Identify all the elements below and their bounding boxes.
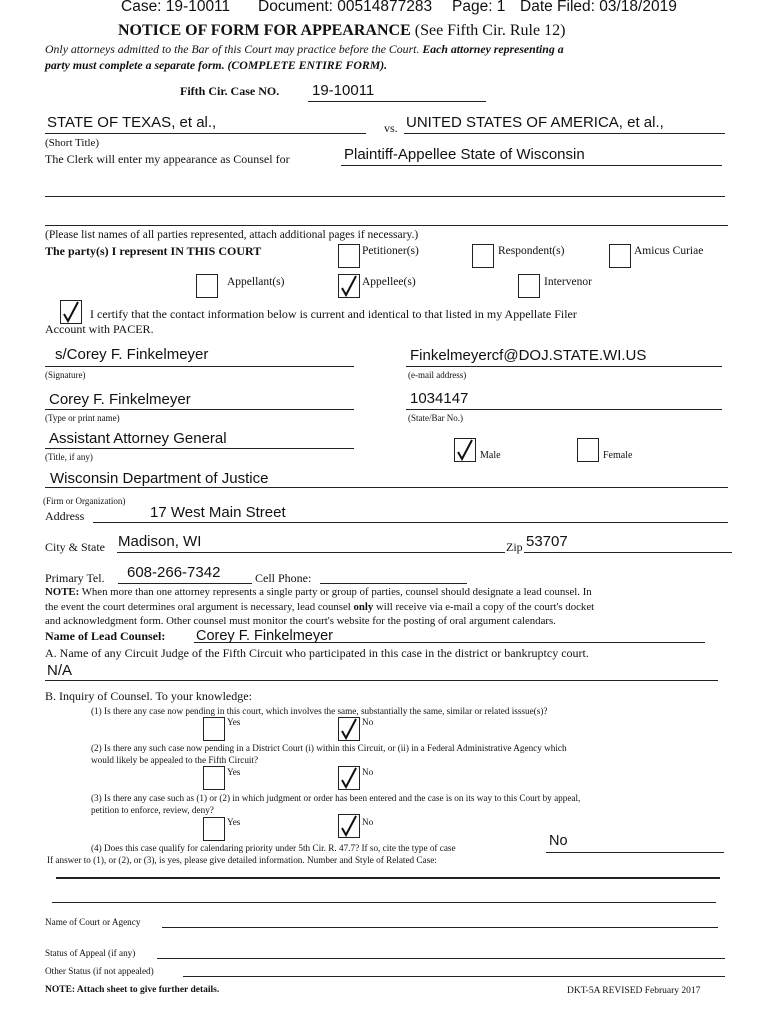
primary-tel-label: Primary Tel.: [45, 571, 105, 585]
q3-yes-checkbox[interactable]: [203, 817, 225, 841]
email-field[interactable]: Finkelmeyercf@DOJ.STATE.WI.US: [410, 347, 647, 364]
intervenor-label: Intervenor: [544, 276, 592, 288]
vs-label: vs.: [384, 121, 398, 135]
attorney-title-underline: [45, 448, 354, 449]
party-role-label: The party(s) I represent IN THIS COURT: [45, 244, 262, 258]
counsel-for-field[interactable]: Plaintiff-Appellee State of Wisconsin: [344, 146, 585, 163]
counsel-for-label: The Clerk will enter my appearance as Counsel for: [45, 152, 290, 166]
q3-no-checkbox[interactable]: [338, 814, 360, 838]
male-checkbox[interactable]: [454, 438, 476, 462]
attorney-title-field[interactable]: Assistant Attorney General: [49, 430, 227, 447]
inquiry-question-2-line2: would likely be appealed to the Fifth Circuit?: [91, 755, 259, 765]
address-underline: [93, 522, 728, 523]
short-title-label: (Short Title): [45, 137, 100, 149]
case-no-field[interactable]: 19-10011: [312, 82, 375, 99]
related-case-line-1[interactable]: [56, 877, 720, 879]
date-filed-header: Date Filed: 03/18/2019: [520, 0, 677, 15]
certify-text-line2: Account with PACER.: [45, 322, 154, 336]
q3-yes-label: Yes: [227, 817, 241, 827]
appellee-label: Appellee(s): [362, 276, 416, 288]
print-name-underline: [45, 409, 354, 410]
subtitle-each-attorney: Each attorney representing a: [419, 42, 564, 56]
parties-extra-line-2[interactable]: [45, 225, 728, 226]
q1-yes-label: Yes: [227, 717, 241, 727]
circuit-judge-field[interactable]: N/A: [47, 662, 73, 679]
firm-underline: [45, 487, 728, 488]
other-status-field[interactable]: [183, 976, 725, 977]
note-only-emphasis: only: [353, 601, 374, 613]
certify-checkbox[interactable]: [60, 300, 82, 324]
zip-field[interactable]: 53707: [526, 533, 568, 550]
q2-yes-checkbox[interactable]: [203, 766, 225, 790]
form-subtitle-line2: party must complete a separate form. (COMPLETE ENTIRE FORM).: [45, 58, 388, 72]
lead-counsel-label: Name of Lead Counsel:: [45, 629, 166, 643]
q1-yes-checkbox[interactable]: [203, 717, 225, 741]
petitioner-label: Petitioner(s): [362, 245, 419, 257]
form-title-main: NOTICE OF FORM FOR APPEARANCE: [118, 22, 411, 39]
bar-number-underline: [406, 409, 722, 410]
lead-counsel-underline: [194, 642, 705, 643]
appellee-side-field[interactable]: UNITED STATES OF AMERICA, et al.,: [406, 114, 664, 131]
city-state-underline: [117, 552, 505, 553]
appellant-checkbox[interactable]: [196, 274, 218, 298]
email-underline: [406, 366, 722, 367]
amicus-curiae-checkbox[interactable]: [609, 244, 631, 268]
form-subtitle-line1: [45, 42, 564, 57]
zip-label: Zip: [506, 540, 523, 554]
short-title-underline: [45, 133, 366, 134]
q3-no-label: No: [362, 817, 374, 827]
checkmark-icon: [62, 301, 80, 323]
respondent-label: Respondent(s): [498, 245, 565, 257]
page-number-header: Page: 1: [452, 0, 506, 15]
address-field[interactable]: 17 West Main Street: [150, 504, 286, 521]
note-text-2a: the event the court determines oral argument is necessary, lead counsel: [45, 601, 354, 613]
cell-phone-label: Cell Phone:: [255, 571, 312, 585]
bar-number-field[interactable]: 1034147: [410, 390, 469, 407]
parties-extra-line-1[interactable]: [45, 196, 725, 197]
female-label: Female: [603, 450, 633, 461]
subtitle-admission: Only attorneys admitted to the Bar of this Court may practice before the Court.: [45, 42, 420, 56]
lead-counsel-note-line3: and acknowledgment form. Other counsel must monitor the court's website for the posting of oral argument calendars.: [45, 615, 556, 627]
signature-underline: [45, 366, 354, 367]
primary-tel-underline: [118, 583, 252, 584]
print-name-field[interactable]: Corey F. Finkelmeyer: [49, 391, 191, 408]
inquiry-question-3-line2: petition to enforce, review, deny?: [91, 805, 214, 815]
appeal-status-field[interactable]: [157, 958, 725, 959]
intervenor-checkbox[interactable]: [518, 274, 540, 298]
address-label: Address: [45, 509, 85, 523]
print-name-label: (Type or print name): [45, 413, 120, 423]
attach-sheet-note: NOTE: Attach sheet to give further details.: [45, 985, 220, 995]
appellant-label: Appellant(s): [227, 276, 285, 288]
cell-phone-field[interactable]: [320, 583, 467, 584]
certify-text-line1: I certify that the contact information below is current and identical to that listed in my Appellate Filer: [90, 307, 577, 321]
related-case-instruction: If answer to (1), or (2), or (3), is yes, please give detailed information. Number and Style of Related Case:: [47, 855, 437, 865]
note-text-1: When more than one attorney represents a single party or group of parties, counsel should designate a lead counsel. In: [79, 586, 592, 598]
amicus-curiae-label: Amicus Curiae: [634, 245, 704, 257]
zip-underline: [524, 552, 732, 553]
lead-counsel-note-line2: [45, 601, 594, 613]
checkmark-icon: [456, 439, 474, 461]
lead-counsel-note-line1: [45, 586, 592, 598]
form-title-rule: (See Fifth Cir. Rule 12): [410, 22, 566, 39]
checkmark-icon: [340, 275, 358, 297]
respondent-checkbox[interactable]: [472, 244, 494, 268]
city-state-field[interactable]: Madison, WI: [118, 533, 202, 550]
document-number-header: Document: 00514877283: [258, 0, 433, 15]
form-revision: DKT-5A REVISED February 2017: [567, 986, 701, 996]
q2-no-label: No: [362, 767, 374, 777]
priority-case-type-underline: [546, 852, 724, 853]
q2-no-checkbox[interactable]: [338, 766, 360, 790]
related-case-line-2[interactable]: [52, 902, 716, 903]
inquiry-question-4: (4) Does this case qualify for calendaring priority under 5th Cir. R. 47.7? If so, cite the type of case: [91, 843, 456, 853]
inquiry-question-2-line1: (2) Is there any such case now pending in a District Court (i) within this Circuit, or (ii) in a Federal Administrative Agency which: [91, 743, 567, 753]
appellee-side-underline: [404, 133, 725, 134]
lead-counsel-field[interactable]: Corey F. Finkelmeyer: [196, 628, 333, 644]
priority-case-type-field[interactable]: No: [549, 833, 568, 849]
male-label: Male: [480, 450, 501, 461]
court-agency-field[interactable]: [162, 927, 718, 928]
other-status-label: Other Status (if not appealed): [45, 966, 154, 976]
q2-yes-label: Yes: [227, 767, 241, 777]
city-state-label: City & State: [45, 540, 105, 554]
signature-field[interactable]: s/Corey F. Finkelmeyer: [55, 346, 209, 363]
appellant-side-field[interactable]: STATE OF TEXAS, et al.,: [47, 114, 217, 131]
appellee-checkbox[interactable]: [338, 274, 360, 298]
petitioner-checkbox[interactable]: [338, 244, 360, 268]
signature-label: (Signature): [45, 370, 86, 380]
note-text-2c: will receive via e-mail a copy of the court's docket: [373, 601, 595, 613]
counsel-for-underline: [341, 165, 722, 166]
inquiry-question-1: (1) Is there any case now pending in this court, which involves the same, substantially the same, similar or related isssue(s)?: [91, 706, 548, 716]
inquiry-question-3-line1: (3) Is there any case such as (1) or (2) in which judgment or order has been entered and the case is on its way to this Court by appeal,: [91, 793, 581, 803]
q1-no-label: No: [362, 717, 374, 727]
parties-list-note: (Please list names of all parties represented, attach additional pages if necessary.): [45, 229, 419, 241]
attorney-title-label: (Title, if any): [45, 452, 93, 462]
firm-label: (Firm or Organization): [43, 496, 126, 506]
note-label: NOTE:: [45, 586, 80, 598]
bar-number-label: (State/Bar No.): [408, 413, 463, 423]
email-label: (e-mail address): [408, 370, 467, 380]
inquiry-heading: B. Inquiry of Counsel. To your knowledge:: [45, 689, 252, 703]
checkmark-icon: [340, 815, 358, 837]
question-a-text: A. Name of any Circuit Judge of the Fifth Circuit who participated in this case in the district or bankruptcy court.: [45, 646, 589, 660]
form-title: [118, 22, 565, 40]
case-no-label: Fifth Cir. Case NO.: [180, 84, 280, 98]
q1-no-checkbox[interactable]: [338, 717, 360, 741]
case-number-header: Case: 19-10011: [121, 0, 231, 15]
appeal-status-label: Status of Appeal (if any): [45, 948, 136, 958]
firm-field[interactable]: Wisconsin Department of Justice: [50, 470, 269, 487]
court-agency-label: Name of Court or Agency: [45, 917, 141, 927]
female-checkbox[interactable]: [577, 438, 599, 462]
case-no-underline: [308, 101, 486, 102]
primary-tel-field[interactable]: 608-266-7342: [127, 564, 221, 581]
circuit-judge-underline: [45, 680, 718, 681]
checkmark-icon: [340, 718, 358, 740]
checkmark-icon: [340, 767, 358, 789]
